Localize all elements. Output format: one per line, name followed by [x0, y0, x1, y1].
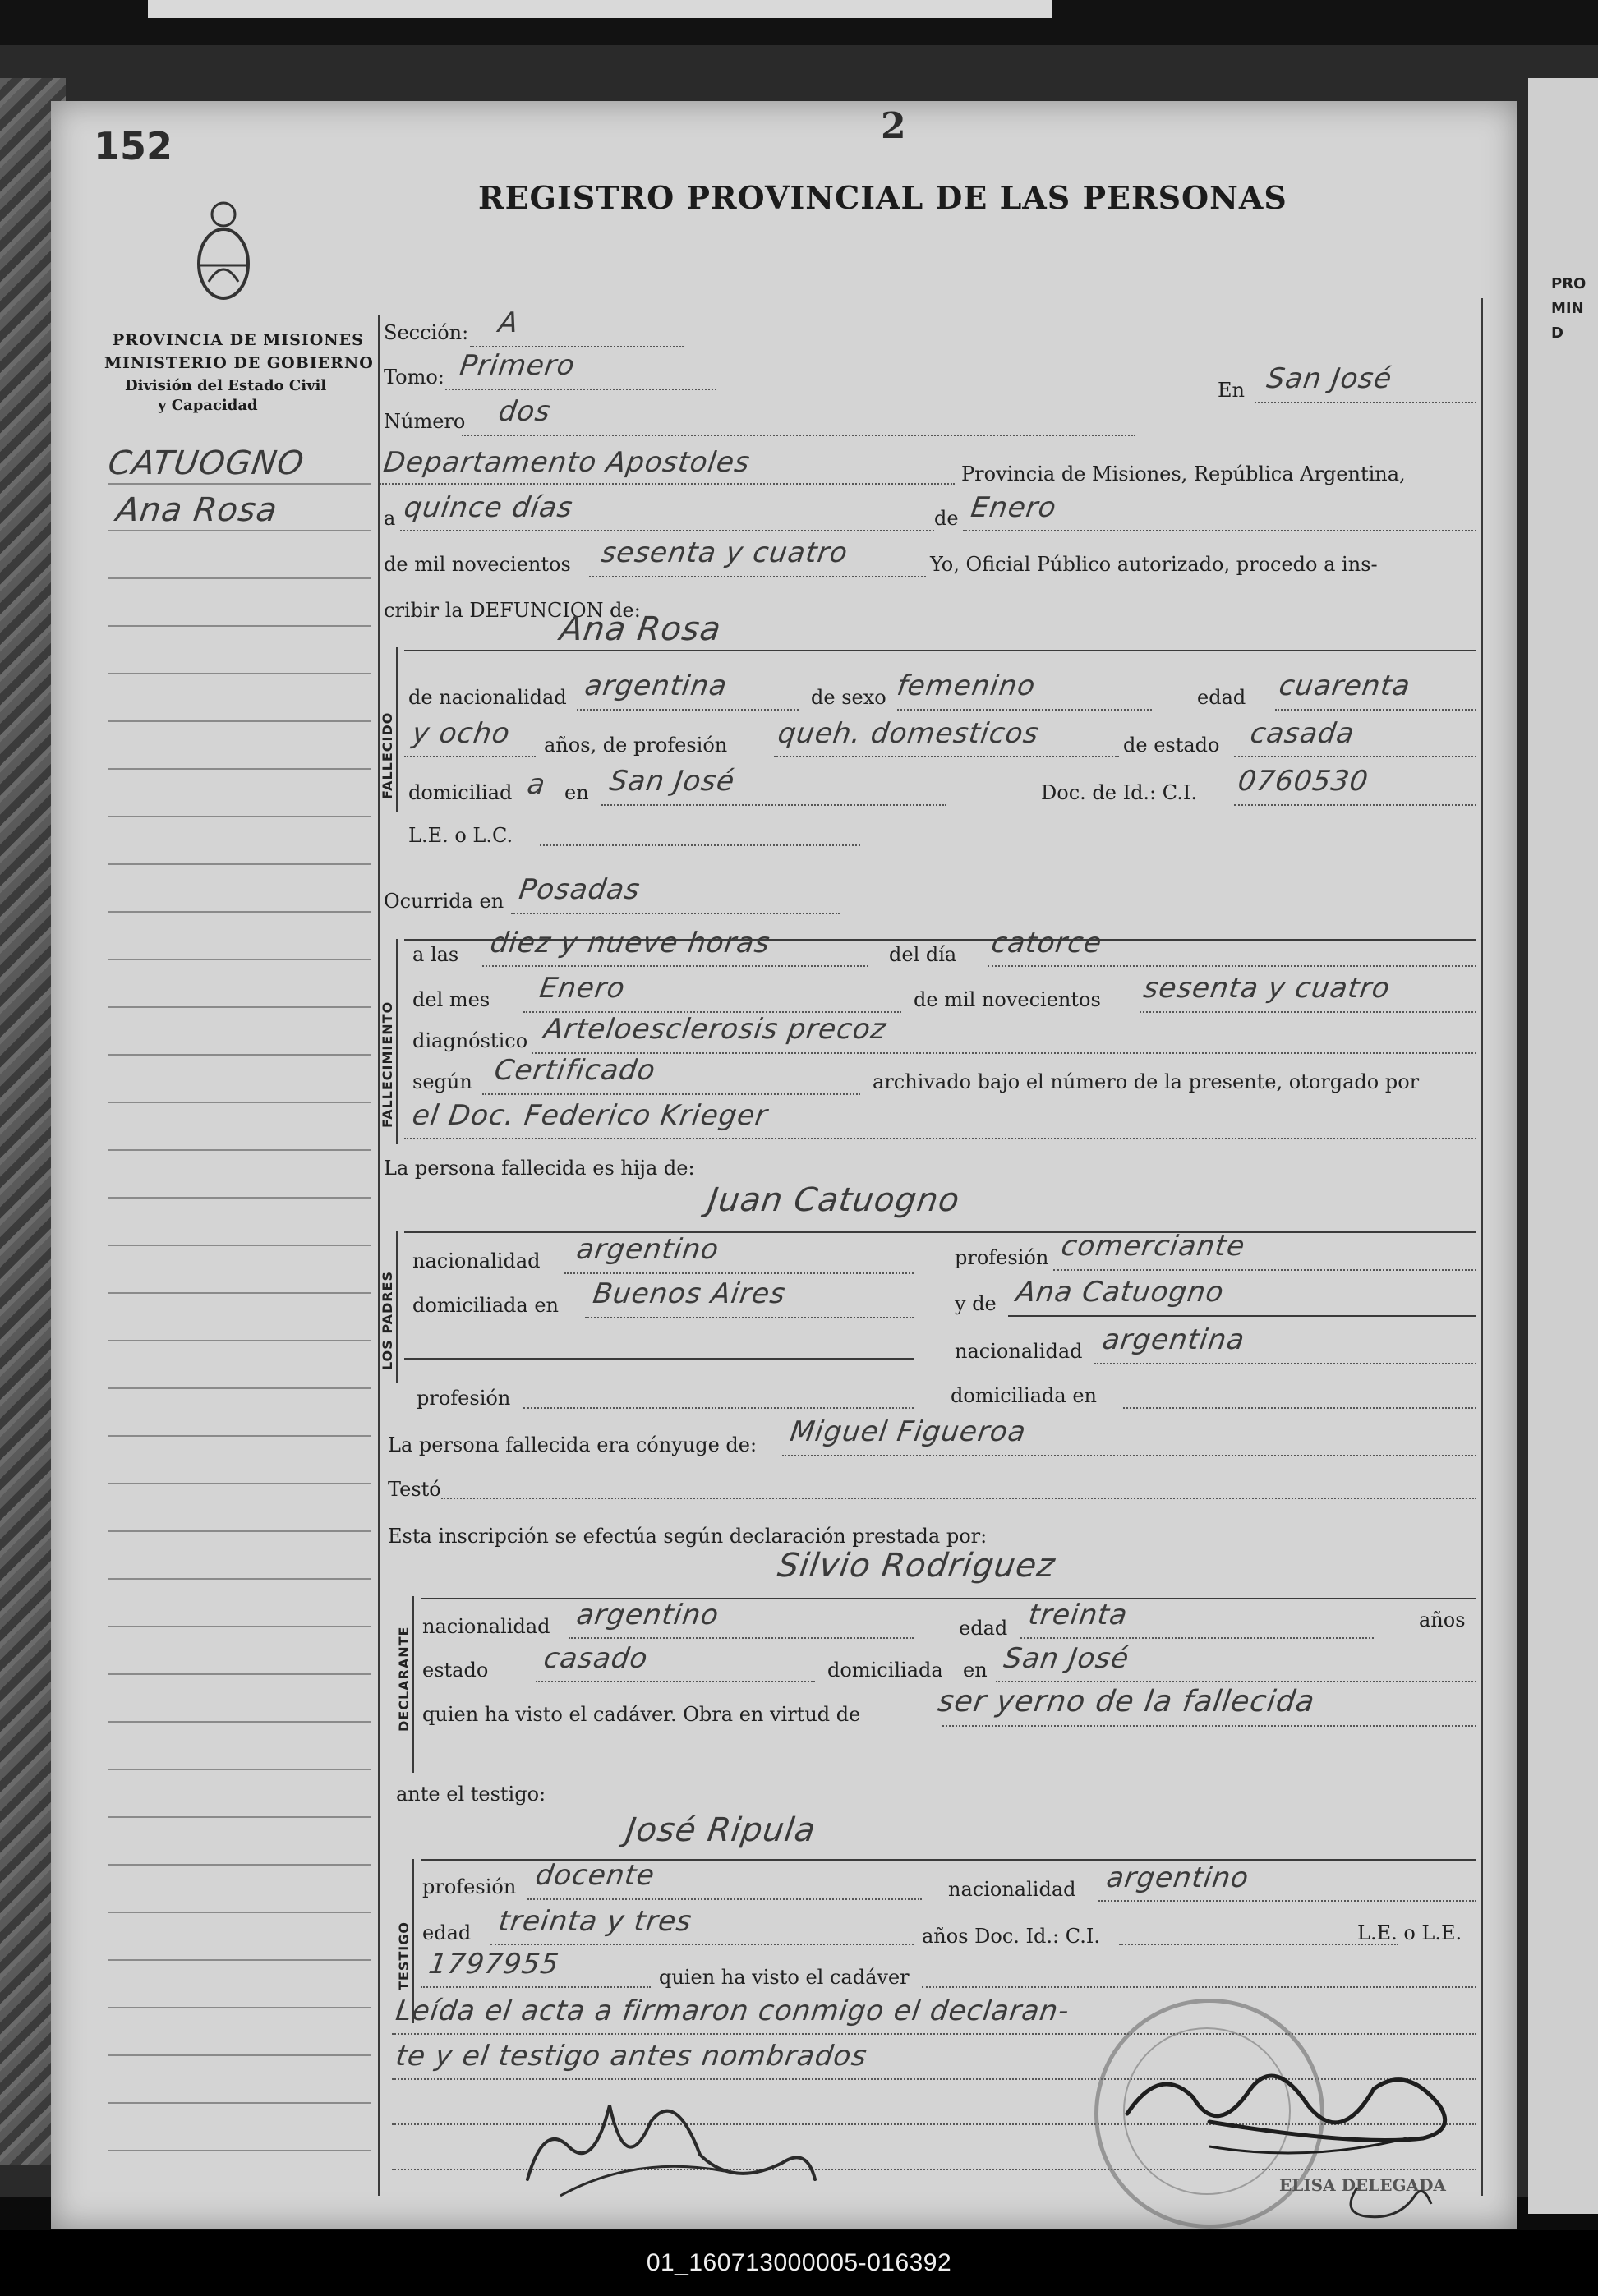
previous-page-edge — [148, 0, 1052, 18]
next-page-fragment: PRO — [1551, 275, 1586, 292]
declarante-nacionalidad-line — [569, 1637, 914, 1639]
folio-number: 152 — [94, 124, 173, 168]
stamp-text: ELISA DELEGADA — [1279, 2175, 1446, 2195]
declarante-label: DECLARANTE — [396, 1626, 412, 1732]
margin-surname: CATUOGNO — [105, 444, 307, 482]
coat-of-arms-icon — [191, 200, 256, 306]
declarante-nombre: Silvio Rodriguez — [775, 1547, 1058, 1585]
testigo-edad-label: edad — [422, 1921, 472, 1944]
segun-label: según — [412, 1070, 472, 1093]
fallecido-nacionalidad-line — [577, 709, 799, 711]
testo-line — [441, 1498, 1476, 1499]
hora-line — [482, 965, 868, 967]
fallecido-domicilio-line — [601, 804, 946, 806]
anio-line — [589, 576, 926, 577]
padre-nombre: Juan Catuogno — [705, 1181, 963, 1219]
padres-bracket — [396, 1231, 398, 1383]
padre-profesion-label: profesión — [955, 1246, 1049, 1269]
declarante-virtud-line — [942, 1725, 1476, 1727]
testigo-doc-label: años Doc. Id.: C.I. — [922, 1925, 1100, 1948]
testigo-edad-line — [490, 1944, 914, 1945]
numero-line — [462, 435, 1135, 436]
fallecido-le-label: L.E. o L.C. — [408, 824, 513, 847]
register-page — [51, 101, 1517, 2229]
madre-nacionalidad: argentina — [1100, 1323, 1247, 1356]
declarante-virtud: ser yerno de la fallecida — [936, 1685, 1318, 1719]
del-mes-label: del mes — [412, 988, 490, 1011]
testigo-profesion-line — [527, 1898, 922, 1900]
closing-line-2: te y el testigo antes nombrados — [394, 2040, 870, 2073]
en-label: En — [1218, 379, 1245, 402]
office-province: PROVINCIA DE MISIONES — [113, 331, 364, 349]
testigo-nombre: José Ripula — [623, 1811, 818, 1849]
declarante-estado-line — [536, 1681, 815, 1682]
fallecido-en-label: en — [564, 781, 589, 804]
declarante-anios-label: años — [1419, 1608, 1466, 1631]
dia-line — [400, 530, 934, 531]
inscribir-text: cribir la DEFUNCION de: — [384, 599, 641, 622]
tomo-value: Primero — [458, 349, 578, 382]
declarante-edad-line — [1020, 1637, 1374, 1639]
ocurrida-lugar: Posadas — [517, 873, 642, 906]
fallecido-nacionalidad: argentina — [583, 669, 730, 702]
fallecido-domicilio-label: domiciliad — [408, 781, 513, 804]
domiciliada2-label: domiciliada en — [951, 1384, 1097, 1407]
medico-value: el Doc. Federico Krieger — [410, 1099, 771, 1132]
padre-nombre-line — [404, 1231, 1476, 1233]
padre-extra-line — [404, 1358, 914, 1360]
fallecido-edad-a: cuarenta — [1277, 669, 1413, 702]
fallecimiento-label: FALLECIMIENTO — [380, 1001, 395, 1128]
medico-line — [404, 1138, 1476, 1139]
padre-nacionalidad-label: nacionalidad — [412, 1249, 541, 1272]
declarante-en-label: en — [963, 1659, 988, 1682]
fallecimiento-bracket — [396, 939, 398, 1144]
fallecido-bracket — [396, 647, 398, 812]
testigo-profesion-label: profesión — [422, 1875, 517, 1898]
anio-fall-line — [1140, 1011, 1476, 1013]
ocurrida-label: Ocurrida en — [384, 890, 504, 913]
y-de-label: y de — [955, 1292, 997, 1315]
mes-value-fall: Enero — [537, 972, 628, 1005]
madre-nacionalidad-line — [1094, 1363, 1476, 1364]
fallecido-nombre: Ana Rosa — [557, 610, 724, 648]
declarante-visto-text: quien ha visto el cadáver. Obra en virtud de — [422, 1703, 861, 1726]
padres-intro: La persona fallecida es hija de: — [384, 1157, 695, 1180]
declarante-estado-label: estado — [422, 1659, 489, 1682]
anio-value: sesenta y cuatro — [599, 536, 850, 569]
testigo-label: TESTIGO — [396, 1921, 412, 1990]
segun-line — [482, 1093, 860, 1095]
en-value: San José — [1264, 362, 1395, 395]
madre-nacionalidad-label: nacionalidad — [955, 1340, 1083, 1363]
fallecido-doc-line — [1234, 804, 1476, 806]
profesion2-line — [523, 1407, 914, 1409]
testigo-nacionalidad-label: nacionalidad — [948, 1878, 1076, 1901]
fallecido-domicilio-suffix: a — [525, 768, 548, 801]
margin-divider — [378, 315, 380, 2196]
padre-nacionalidad-line — [564, 1272, 914, 1274]
padre-domicilio-label: domiciliada en — [412, 1294, 559, 1317]
testigo-visto-text: quien ha visto el cadáver — [659, 1966, 910, 1989]
padre-domicilio-line — [585, 1317, 914, 1318]
fallecido-edad-line — [1275, 709, 1476, 711]
book-spread — [0, 45, 1598, 2197]
fallecido-sexo: femenino — [895, 669, 1038, 702]
conyuge-line — [782, 1455, 1476, 1456]
oficial-text: Yo, Oficial Público autorizado, procedo a ins- — [930, 553, 1378, 576]
fallecido-estado-line — [1234, 756, 1476, 757]
diagnostico-line — [532, 1052, 1476, 1054]
fallecido-nacionalidad-label: de nacionalidad — [408, 686, 567, 709]
madre-nombre: Ana Catuogno — [1014, 1276, 1227, 1309]
declarante-edad: treinta — [1026, 1599, 1131, 1631]
testigo-doc-line — [1119, 1944, 1398, 1945]
declarante-edad-label: edad — [959, 1617, 1008, 1640]
mes-value: Enero — [969, 491, 1059, 524]
profesion2-label: profesión — [417, 1387, 511, 1410]
conyuge-value: Miguel Figueroa — [788, 1415, 1029, 1448]
page-number: 2 — [881, 105, 906, 147]
fallecido-sexo-label: de sexo — [811, 686, 886, 709]
archivado-text: archivado bajo el número de la presente, otorgado por — [873, 1070, 1420, 1093]
domiciliada2-line — [1123, 1407, 1476, 1409]
fallecido-anios-prof-label: años, de profesión — [544, 734, 728, 757]
dia-value: quince días — [402, 491, 575, 524]
fallecido-edad-b-line — [404, 756, 536, 757]
declarante-intro: Esta inscripción se efectúa según declaración prestada por: — [388, 1525, 988, 1548]
fallecido-nombre-line — [404, 650, 1476, 651]
ocurrida-line — [511, 913, 840, 914]
dia-value: catorce — [989, 927, 1105, 959]
fallecido-doc-label: Doc. de Id.: C.I. — [1041, 781, 1198, 804]
padre-profesion: comerciante — [1059, 1230, 1248, 1263]
fallecido-edad-label: edad — [1197, 686, 1246, 709]
tomo-line — [445, 389, 716, 390]
testigo-le-label: L.E. o L.E. — [1357, 1921, 1462, 1944]
next-page-fragment: MIN — [1551, 300, 1584, 317]
right-border — [1481, 298, 1483, 2196]
seccion-label: Sección: — [384, 321, 469, 344]
declarante-nacionalidad: argentino — [574, 1599, 721, 1631]
next-page-edge — [1528, 78, 1598, 2214]
seccion-line — [470, 346, 684, 347]
a-las-label: a las — [412, 943, 459, 966]
departamento-value: Departamento Apostoles — [381, 446, 753, 479]
departamento-line — [380, 483, 955, 485]
del-dia-label: del día — [889, 943, 957, 966]
a-label: a — [384, 507, 396, 530]
declarante-estado: casado — [541, 1642, 651, 1675]
witness-initials-signature — [1333, 2171, 1448, 2229]
fallecido-estado-label: de estado — [1123, 734, 1220, 757]
testigo-nacionalidad-line — [1098, 1900, 1476, 1902]
document-title: REGISTRO PROVINCIAL DE LAS PERSONAS — [478, 179, 1287, 216]
provincia-text: Provincia de Misiones, República Argentina, — [961, 462, 1406, 485]
seccion-value: A — [496, 306, 522, 339]
en-line — [1255, 402, 1476, 403]
next-page-fragment: D — [1551, 324, 1563, 342]
testigo-intro: ante el testigo: — [396, 1783, 546, 1806]
testigo-numero: 1797955 — [426, 1948, 562, 1981]
closing-line-1: Leída el acta a firmaron conmigo el declaran- — [394, 1995, 1072, 2027]
anio-fall-value: sesenta y cuatro — [1141, 972, 1393, 1005]
mes-line — [963, 530, 1476, 531]
conyuge-label: La persona fallecida era cónyuge de: — [388, 1433, 758, 1456]
numero-value: dos — [496, 395, 553, 428]
hora-value: diez y nueve horas — [488, 927, 773, 959]
fallecido-edad-b: y ocho — [410, 717, 513, 750]
office-ministry: MINISTERIO DE GOBIERNO — [104, 354, 374, 372]
declarante-domicilio: San José — [1002, 1642, 1132, 1675]
declarante-bracket — [412, 1596, 414, 1773]
fallecido-profesion-line — [774, 756, 1119, 757]
diagnostico-value: Arteloesclerosis precoz — [541, 1013, 889, 1046]
testigo-numero-line — [421, 1986, 651, 1988]
dia-fall-line — [988, 965, 1476, 967]
de-label: de — [934, 507, 959, 530]
fallecido-estado: casada — [1248, 717, 1357, 750]
fallecido-sexo-line — [897, 709, 1152, 711]
testigo-nacionalidad: argentino — [1104, 1861, 1251, 1894]
office-division: División del Estado Civil — [125, 377, 327, 394]
testo-label: Testó — [388, 1478, 441, 1501]
testigo-visto-line — [922, 1986, 1476, 1988]
declarante-nacionalidad-label: nacionalidad — [422, 1615, 550, 1638]
padres-label: LOS PADRES — [380, 1270, 395, 1370]
office-capacity: y Capacidad — [158, 397, 258, 414]
caption-bar — [0, 2230, 1598, 2296]
numero-label: Número — [384, 410, 466, 433]
closing-line-1-rule — [392, 2033, 1476, 2035]
tomo-label: Tomo: — [384, 366, 444, 389]
fallecido-doc: 0760530 — [1236, 765, 1371, 798]
testigo-edad: treinta y tres — [496, 1905, 694, 1938]
fallecido-domicilio: San José — [607, 765, 738, 798]
diagnostico-label: diagnóstico — [412, 1029, 528, 1052]
padre-profesion-line — [1053, 1269, 1476, 1271]
fallecido-le-line — [540, 844, 860, 846]
testigo-profesion: docente — [533, 1859, 657, 1892]
declarant-signature — [511, 2056, 823, 2212]
margin-name: Ana Rosa — [113, 491, 280, 529]
de-mil-fall-label: de mil novecientos — [914, 988, 1101, 1011]
fallecido-label: FALLECIDO — [380, 711, 395, 799]
image-caption: 01_160713000005-016392 — [646, 2249, 952, 2276]
fallecido-profesion: queh. domesticos — [776, 717, 1042, 750]
declarante-domiciliada-label: domiciliada — [827, 1659, 943, 1682]
madre-nombre-line — [1008, 1315, 1476, 1317]
padre-nacionalidad: argentino — [574, 1233, 721, 1266]
de-mil-label: de mil novecientos — [384, 553, 571, 576]
declarante-domicilio-line — [996, 1681, 1476, 1682]
segun-value: Certificado — [492, 1054, 658, 1087]
padre-domicilio: Buenos Aires — [591, 1277, 788, 1310]
official-signature — [1111, 2048, 1472, 2171]
